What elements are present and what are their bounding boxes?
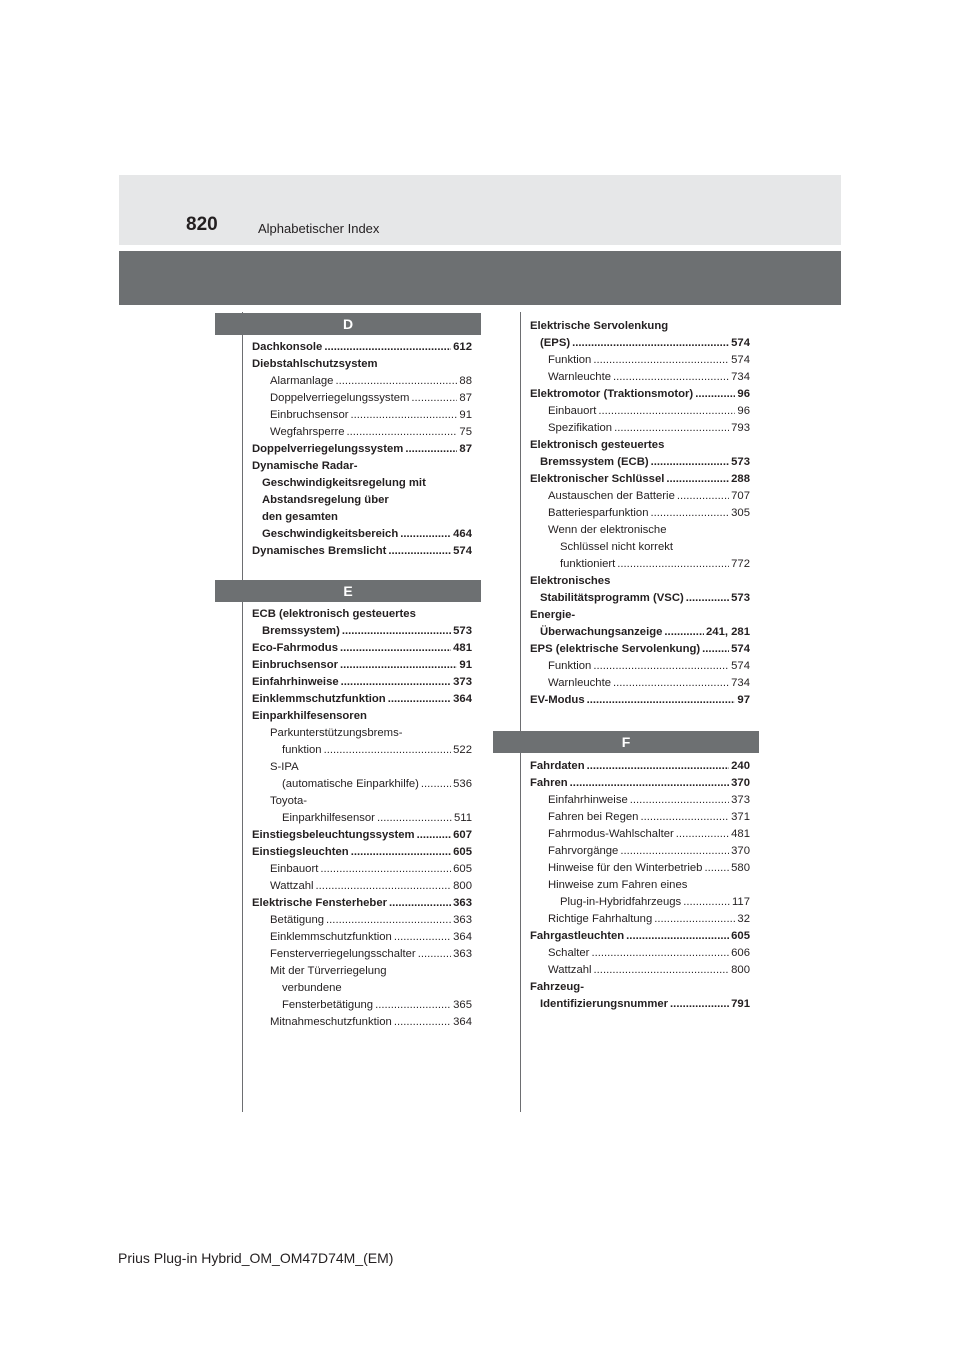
- index-page-ref: 607: [453, 829, 472, 841]
- index-term: S-IPA: [270, 761, 299, 773]
- index-page-ref: 97: [737, 694, 750, 706]
- dot-leader: [572, 335, 729, 352]
- index-page-ref: 791: [731, 998, 750, 1010]
- index-page-ref: 117: [731, 896, 750, 908]
- index-entry: [252, 543, 472, 560]
- index-entry: [252, 373, 472, 390]
- index-entry: [530, 658, 750, 675]
- index-term: Elektromotor (Traktionsmotor): [530, 388, 694, 400]
- index-page-ref: 574: [731, 643, 750, 655]
- index-entry: [252, 640, 472, 657]
- index-page-ref: 96: [737, 388, 750, 400]
- dot-leader: [587, 758, 730, 775]
- dot-leader: [640, 809, 729, 826]
- index-page-ref: 536: [453, 778, 472, 790]
- section-header-e: E: [215, 580, 481, 602]
- dot-leader: [650, 505, 729, 522]
- index-page-ref: 574: [731, 660, 750, 672]
- index-entry: [530, 843, 750, 860]
- section-e-entries: [252, 606, 472, 1031]
- index-page-ref: 574: [731, 337, 750, 349]
- index-term: Einfahrhinweise: [252, 676, 339, 688]
- index-entry: [252, 725, 472, 759]
- index-term: Hinweise zum Fahren eines: [548, 879, 688, 891]
- dot-leader: [316, 878, 452, 895]
- dot-leader: [614, 420, 729, 437]
- index-entry: [530, 877, 750, 911]
- index-page-ref: 88: [459, 375, 472, 387]
- index-page-ref: 573: [731, 592, 750, 604]
- index-term: (EPS): [540, 337, 571, 349]
- index-entry: [530, 792, 750, 809]
- dot-leader: [411, 390, 457, 407]
- index-term: Elektrische Servolenkung: [530, 320, 669, 332]
- index-page-ref: 365: [453, 999, 472, 1011]
- index-page-ref: 87: [459, 443, 472, 455]
- index-term: Hinweise für den Winterbetrieb: [548, 862, 703, 874]
- section-header-f: F: [493, 731, 759, 753]
- index-term: Fahrdaten: [530, 760, 585, 772]
- index-page-ref: 373: [731, 794, 750, 806]
- dot-leader: [630, 792, 729, 809]
- index-page-ref: 707: [731, 490, 750, 502]
- dot-leader: [683, 894, 730, 911]
- index-term: Austauschen der Batterie: [548, 490, 675, 502]
- index-page-ref: 363: [453, 914, 472, 926]
- index-term: Überwachungsanzeige: [540, 626, 663, 638]
- index-term: Fahren bei Regen: [548, 811, 639, 823]
- index-page-ref: 241, 281: [706, 626, 750, 638]
- index-entry: [530, 979, 750, 1013]
- index-term: Mitnahmeschutzfunktion: [270, 1016, 392, 1028]
- index-page-ref: 574: [731, 354, 750, 366]
- dot-leader: [341, 674, 452, 691]
- dot-leader: [620, 843, 729, 860]
- index-entry: [252, 339, 472, 356]
- index-page-ref: 373: [453, 676, 472, 688]
- column-divider-left: [242, 312, 243, 1112]
- index-term: Einfahrhinweise: [548, 794, 628, 806]
- dot-leader: [326, 912, 451, 929]
- dot-leader: [593, 658, 729, 675]
- index-term: Abstandsregelung über: [262, 494, 389, 506]
- index-term: Doppelverriegelungssystem: [252, 443, 404, 455]
- index-term: Bremssystem (ECB): [540, 456, 649, 468]
- index-term: Identifizierungsnummer: [540, 998, 669, 1010]
- document-footer: Prius Plug-in Hybrid_OM_OM47D74M_(EM): [118, 1250, 394, 1266]
- dot-leader: [394, 1014, 451, 1031]
- dot-leader: [676, 826, 729, 843]
- index-entry: [252, 895, 472, 912]
- dot-leader: [377, 810, 452, 827]
- dot-leader: [405, 441, 457, 458]
- index-page-ref: 91: [459, 659, 472, 671]
- index-term: Geschwindigkeitsregelung mit: [262, 477, 426, 489]
- index-page-ref: 511: [453, 812, 472, 824]
- index-entry: [530, 522, 750, 573]
- index-term: Dachkonsole: [252, 341, 323, 353]
- index-page-ref: 87: [459, 392, 472, 404]
- index-entry: [530, 826, 750, 843]
- index-entry: [530, 692, 750, 709]
- index-column-1: [252, 313, 481, 1031]
- index-entry: [252, 424, 472, 441]
- index-entry: [252, 1014, 472, 1031]
- index-term: Diebstahlschutzsystem: [252, 358, 378, 370]
- index-term: Fahrmodus-Wahlschalter: [548, 828, 674, 840]
- index-term: ECB (elektronisch gesteuertes: [252, 608, 416, 620]
- index-page-ref: 793: [731, 422, 750, 434]
- index-page-ref: 772: [731, 558, 750, 570]
- index-term: EPS (elektrische Servolenkung): [530, 643, 701, 655]
- index-page-ref: 522: [453, 744, 472, 756]
- index-entry: [530, 758, 750, 775]
- index-entry: [252, 878, 472, 895]
- index-term: (automatische Einparkhilfe): [282, 778, 419, 790]
- index-term: Einparkhilfesensoren: [252, 710, 367, 722]
- dot-leader: [340, 657, 457, 674]
- index-term: Einklemmschutzfunktion: [270, 931, 392, 943]
- index-page-ref: 305: [731, 507, 750, 519]
- index-entry: [530, 318, 750, 352]
- index-entry: [252, 912, 472, 929]
- index-entry: [252, 390, 472, 407]
- index-entry: [252, 458, 472, 543]
- index-entry: [530, 809, 750, 826]
- index-column-2: [530, 318, 759, 1013]
- index-term: Alarmanlage: [270, 375, 334, 387]
- dot-leader: [351, 407, 458, 424]
- index-term: Funktion: [548, 354, 592, 366]
- index-page-ref: 288: [731, 473, 750, 485]
- index-term: Einbauort: [548, 405, 597, 417]
- dot-leader: [375, 997, 451, 1014]
- index-page-ref: 734: [731, 677, 750, 689]
- index-term: Elektronisch gesteuertes: [530, 439, 665, 451]
- index-entry: [530, 488, 750, 505]
- index-term: Warnleuchte: [548, 677, 611, 689]
- index-entry: [530, 386, 750, 403]
- index-entry: [530, 471, 750, 488]
- index-term: Batteriesparfunktion: [548, 507, 649, 519]
- index-term: Elektronisches: [530, 575, 611, 587]
- index-term: Parkunterstützungsbrems-: [270, 727, 403, 739]
- dot-leader: [570, 775, 729, 792]
- index-entry: [252, 657, 472, 674]
- section-e-continued-entries: [530, 318, 750, 709]
- index-term: Elektronischer Schlüssel: [530, 473, 665, 485]
- dot-leader: [388, 543, 451, 560]
- dot-leader: [686, 590, 729, 607]
- index-page-ref: 800: [731, 964, 750, 976]
- dot-leader: [324, 742, 452, 759]
- dot-leader: [388, 691, 451, 708]
- index-term: Fahrvorgänge: [548, 845, 619, 857]
- index-term: Einbruchsensor: [270, 409, 349, 421]
- index-page-ref: 800: [453, 880, 472, 892]
- dot-leader: [626, 928, 729, 945]
- index-page-ref: 364: [453, 693, 472, 705]
- header-dark-band: [119, 251, 841, 305]
- index-entry: [252, 708, 472, 725]
- dot-leader: [324, 339, 451, 356]
- index-term: Wattzahl: [270, 880, 314, 892]
- index-term: Fahrgastleuchten: [530, 930, 625, 942]
- section-f-entries: [530, 758, 750, 1013]
- dot-leader: [651, 454, 730, 471]
- dot-leader: [613, 369, 729, 386]
- index-term: EV-Modus: [530, 694, 585, 706]
- index-term: Stabilitätsprogramm (VSC): [540, 592, 684, 604]
- dot-leader: [421, 776, 451, 793]
- index-term: Fensterbetätigung: [282, 999, 374, 1011]
- index-entry: [530, 641, 750, 658]
- index-page-ref: 580: [731, 862, 750, 874]
- index-term: Schalter: [548, 947, 590, 959]
- index-entry: [252, 929, 472, 946]
- index-page-ref: 605: [453, 846, 472, 858]
- dot-leader: [702, 641, 729, 658]
- index-entry: [530, 945, 750, 962]
- index-entry: [252, 963, 472, 1014]
- index-entry: [252, 759, 472, 793]
- index-term: Betätigung: [270, 914, 325, 926]
- dot-leader: [335, 373, 457, 390]
- index-term: Einparkhilfesensor: [282, 812, 375, 824]
- index-page-ref: 364: [453, 1016, 472, 1028]
- index-term: Toyota-: [270, 795, 308, 807]
- index-term: funktioniert: [560, 558, 616, 570]
- dot-leader: [587, 692, 736, 709]
- index-term: Einstiegsleuchten: [252, 846, 349, 858]
- dot-leader: [394, 929, 451, 946]
- index-entry: [530, 911, 750, 928]
- index-page-ref: 371: [731, 811, 750, 823]
- dot-leader: [342, 623, 451, 640]
- dot-leader: [418, 946, 451, 963]
- dot-leader: [666, 471, 729, 488]
- index-entry: [252, 356, 472, 373]
- index-term: Funktion: [548, 660, 592, 672]
- index-term: Wenn der elektronische: [548, 524, 667, 536]
- section-header-d: D: [215, 313, 481, 335]
- index-entry: [530, 420, 750, 437]
- dot-leader: [340, 640, 451, 657]
- index-entry: [530, 573, 750, 607]
- dot-leader: [677, 488, 729, 505]
- dot-leader: [347, 424, 458, 441]
- dot-leader: [695, 386, 735, 403]
- index-page-ref: 612: [453, 341, 472, 353]
- index-entry: [530, 607, 750, 641]
- index-term: Doppelverriegelungssystem: [270, 392, 410, 404]
- index-entry: [530, 928, 750, 945]
- index-term: Fahren: [530, 777, 568, 789]
- dot-leader: [593, 352, 729, 369]
- index-page-ref: 573: [731, 456, 750, 468]
- index-entry: [252, 674, 472, 691]
- index-page-ref: 574: [453, 545, 472, 557]
- index-entry: [252, 844, 472, 861]
- index-page-ref: 605: [731, 930, 750, 942]
- index-term: Elektrische Fensterheber: [252, 897, 387, 909]
- index-page-ref: 32: [737, 913, 750, 925]
- index-term: Wegfahrsperre: [270, 426, 345, 438]
- dot-leader: [664, 624, 704, 641]
- index-entry: [252, 407, 472, 424]
- index-entry: [252, 793, 472, 827]
- index-page-ref: 91: [459, 409, 472, 421]
- index-entry: [530, 675, 750, 692]
- index-term: Schlüssel nicht korrekt: [560, 541, 674, 553]
- dot-leader: [591, 945, 729, 962]
- column-divider-right: [520, 312, 521, 1112]
- index-entry: [530, 403, 750, 420]
- index-entry: [530, 860, 750, 877]
- index-term: Einbauort: [270, 863, 319, 875]
- index-entry: [530, 369, 750, 386]
- index-term: Warnleuchte: [548, 371, 611, 383]
- dot-leader: [594, 962, 730, 979]
- dot-leader: [320, 861, 451, 878]
- index-term: Dynamische Radar-: [252, 460, 358, 472]
- index-term: den gesamten: [262, 511, 338, 523]
- index-entry: [530, 352, 750, 369]
- dot-leader: [617, 556, 729, 573]
- index-entry: [252, 827, 472, 844]
- index-term: Einstiegsbeleuchtungssystem: [252, 829, 415, 841]
- index-entry: [530, 962, 750, 979]
- index-page-ref: 481: [453, 642, 472, 654]
- index-page-ref: 464: [453, 528, 472, 540]
- index-page-ref: 75: [459, 426, 472, 438]
- dot-leader: [389, 895, 451, 912]
- index-term: Bremssystem): [262, 625, 340, 637]
- index-page-ref: 370: [731, 845, 750, 857]
- dot-leader: [704, 860, 729, 877]
- index-term: funktion: [282, 744, 322, 756]
- index-entry: [530, 775, 750, 792]
- dot-leader: [351, 844, 451, 861]
- dot-leader: [598, 403, 735, 420]
- index-entry: [252, 691, 472, 708]
- header-band: [119, 175, 841, 245]
- index-term: Einbruchsensor: [252, 659, 339, 671]
- index-term: Fensterverriegelungsschalter: [270, 948, 416, 960]
- index-term: Mit der Türverriegelung: [270, 965, 387, 977]
- index-entry: [252, 606, 472, 640]
- index-term: Einklemmschutzfunktion: [252, 693, 386, 705]
- index-term: Energie-: [530, 609, 576, 621]
- index-page-ref: 363: [453, 948, 472, 960]
- index-term: Dynamisches Bremslicht: [252, 545, 387, 557]
- index-entry: [252, 946, 472, 963]
- index-term: Richtige Fahrhaltung: [548, 913, 653, 925]
- index-term: Fahrzeug-: [530, 981, 584, 993]
- index-entry: [252, 441, 472, 458]
- index-page-ref: 96: [737, 405, 750, 417]
- index-page-ref: 370: [731, 777, 750, 789]
- index-entry: [530, 437, 750, 471]
- index-page-ref: 363: [453, 897, 472, 909]
- index-entry: [530, 505, 750, 522]
- index-term: Geschwindigkeitsbereich: [262, 528, 399, 540]
- page-number: 820: [186, 214, 218, 235]
- index-page-ref: 606: [731, 947, 750, 959]
- dot-leader: [417, 827, 452, 844]
- index-entry: [252, 861, 472, 878]
- index-term: Plug-in-Hybridfahrzeugs: [560, 896, 682, 908]
- dot-leader: [654, 911, 735, 928]
- index-page-ref: 605: [453, 863, 472, 875]
- dot-leader: [400, 526, 451, 543]
- index-page-ref: 734: [731, 371, 750, 383]
- index-term: Eco-Fahrmodus: [252, 642, 338, 654]
- section-d-entries: [252, 339, 472, 560]
- index-page-ref: 573: [453, 625, 472, 637]
- index-term: Spezifikation: [548, 422, 613, 434]
- index-page-ref: 481: [731, 828, 750, 840]
- page-title: Alphabetischer Index: [258, 221, 380, 236]
- dot-leader: [613, 675, 729, 692]
- dot-leader: [670, 996, 729, 1013]
- index-term: verbundene: [282, 982, 342, 994]
- index-term: Wattzahl: [548, 964, 592, 976]
- index-page-ref: 240: [731, 760, 750, 772]
- index-page-ref: 364: [453, 931, 472, 943]
